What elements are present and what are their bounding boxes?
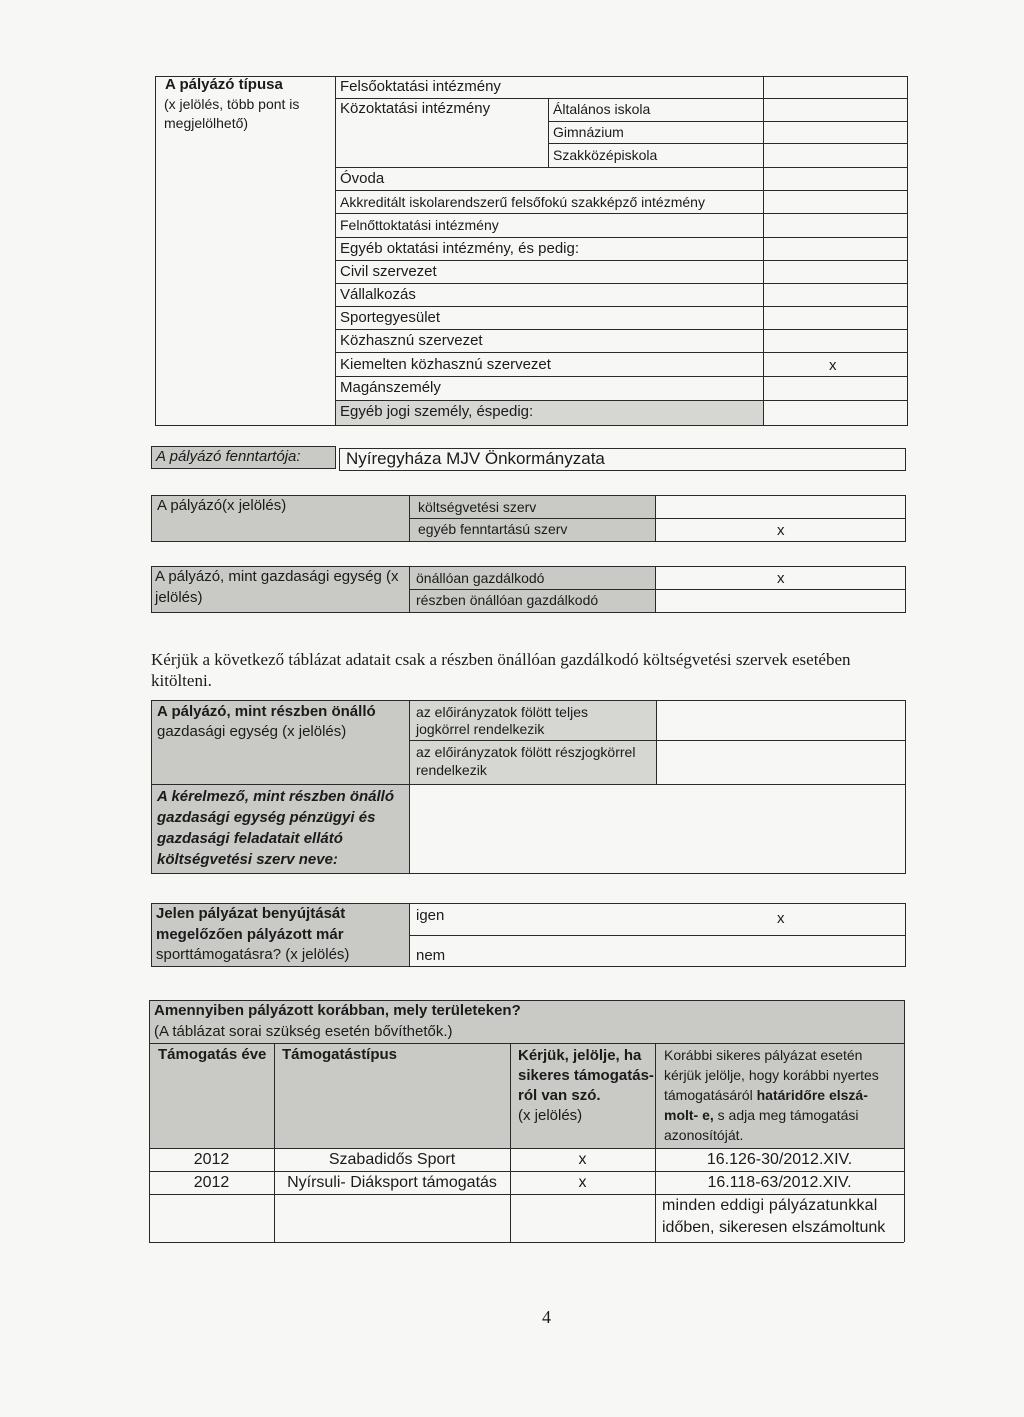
option-prominent-public-benefit: Kiemelten közhasznú szervezet xyxy=(340,356,551,373)
option-no: nem xyxy=(416,947,446,964)
maintainer-value: Nyíregyháza MJV Önkormányzata xyxy=(346,449,605,468)
option-enterprise: Vállalkozás xyxy=(340,286,416,303)
option-elementary: Általános iskola xyxy=(553,101,651,117)
row-2-mark: x xyxy=(578,1174,587,1191)
option-partially-independent: részben önállóan gazdálkodó xyxy=(416,592,599,608)
option-yes: igen xyxy=(416,907,445,924)
applicant-type-hint: (x jelölés, több pont is xyxy=(164,96,300,112)
applicant-kind-label: A pályázó(x jelölés) xyxy=(157,497,287,514)
row-2-id: 16.118-63/2012.XIV. xyxy=(707,1174,852,1191)
header-success-2: sikeres támogatás- xyxy=(518,1067,654,1084)
row-1-id: 16.126-30/2012.XIV. xyxy=(706,1151,853,1168)
option-independent: önállóan gazdálkodó xyxy=(416,570,545,586)
economic-unit-label-2: jelölés) xyxy=(155,589,203,606)
option-vocational: Szakközépiskola xyxy=(553,147,658,163)
applicant-kind-mark: x xyxy=(777,522,785,539)
requester-label-3: gazdasági feladatait ellátó xyxy=(157,830,343,847)
header-success-4: (x jelölés) xyxy=(518,1107,583,1124)
option-adult-ed: Felnőttoktatási intézmény xyxy=(340,217,499,233)
prior-application-mark: x xyxy=(777,910,785,927)
economic-unit-label: A pályázó, mint gazdasági egység (x xyxy=(155,568,399,585)
option-partial-authority-2: rendelkezik xyxy=(416,762,487,778)
header-id-4 xyxy=(664,1107,859,1124)
header-id-4-text: s adja meg támogatási xyxy=(713,1107,859,1123)
option-accredited: Akkreditált iskolarendszerű felsőfokú szakképző intézmény xyxy=(340,194,705,210)
header-id-2: kérjük jelölje, hogy korábbi nyertes xyxy=(664,1067,879,1083)
instruction-line-1: Kérjük a következő táblázat adatait csak a részben önállóan gazdálkodó költségvetési szervek esetében xyxy=(151,650,851,669)
header-success-1: Kérjük, jelölje, ha xyxy=(518,1047,642,1064)
instruction-line-2: kitölteni. xyxy=(151,671,212,690)
row-1-mark: x xyxy=(578,1151,587,1168)
history-title: Amennyiben pályázott korábban, mely területeken? xyxy=(154,1002,521,1019)
option-partial-authority: az előirányzatok fölött részjogkörrel xyxy=(416,744,636,760)
header-success-3: ról van szó. xyxy=(518,1087,601,1104)
header-id-5: azonosítóját. xyxy=(664,1127,744,1143)
option-civil: Civil szervezet xyxy=(340,263,437,280)
economic-unit-mark: x xyxy=(777,570,785,587)
partial-unit-label: A pályázó, mint részben önálló xyxy=(157,703,376,720)
requester-label-2: gazdasági egység pénzügyi és xyxy=(157,809,376,826)
applicant-type-hint-2: megjelölhető) xyxy=(164,115,249,131)
header-id-1: Korábbi sikeres pályázat esetén xyxy=(664,1047,863,1063)
option-private-person: Magánszemély xyxy=(340,379,441,396)
header-id-bold-1: határidőre elszá- xyxy=(756,1087,868,1103)
row-1-year: 2012 xyxy=(193,1151,230,1168)
partial-unit-label-2: gazdasági egység (x jelölés) xyxy=(157,723,347,740)
applicant-type-label: A pályázó típusa xyxy=(165,76,283,93)
option-other-maintained: egyéb fenntartású szerv xyxy=(418,521,568,537)
option-public-ed: Közoktatási intézmény xyxy=(340,100,491,117)
header-id-3 xyxy=(664,1087,868,1104)
option-full-authority-2: jogkörrel rendelkezik xyxy=(416,721,545,737)
prior-application-label: Jelen pályázat benyújtását xyxy=(156,905,346,922)
row-3-note-1: minden eddigi pályázatunkkal xyxy=(662,1197,878,1214)
option-full-authority: az előirányzatok fölött teljes xyxy=(416,704,588,720)
header-year: Támogatás éve xyxy=(158,1046,267,1063)
maintainer-label: A pályázó fenntartója: xyxy=(156,448,301,465)
row-1-type: Szabadidős Sport xyxy=(328,1151,456,1168)
prior-application-label-3: sporttámogatásra? (x jelölés) xyxy=(156,946,350,963)
prior-application-label-2: megelőzően pályázott már xyxy=(156,926,344,943)
header-type: Támogatástípus xyxy=(282,1046,398,1063)
option-gymnasium: Gimnázium xyxy=(553,124,624,140)
row-2-year: 2012 xyxy=(193,1174,230,1191)
prominent-check-mark: x xyxy=(829,357,837,374)
option-public-benefit: Közhasznú szervezet xyxy=(340,332,483,349)
header-id-3-text: támogatásáról xyxy=(664,1087,757,1103)
option-other-legal: Egyéb jogi személy, éspedig: xyxy=(340,403,534,420)
option-other-ed: Egyéb oktatási intézmény, és pedig: xyxy=(340,240,580,257)
option-sports-club: Sportegyesület xyxy=(340,309,441,326)
requester-label-1: A kérelmező, mint részben önálló xyxy=(157,788,395,805)
header-id-bold-2: molt- e, xyxy=(664,1107,714,1123)
row-2-type: Nyírsuli- Diáksport támogatás xyxy=(287,1174,497,1191)
page-number: 4 xyxy=(542,1307,551,1327)
row-3-note-2: időben, sikeresen elszámoltunk xyxy=(662,1219,886,1236)
option-budgetary: költségvetési szerv xyxy=(418,499,537,515)
option-higher-ed: Felsőoktatási intézmény xyxy=(340,78,501,95)
option-kindergarten: Óvoda xyxy=(340,170,385,187)
history-subtitle: (A táblázat sorai szükség esetén bővíthetők.) xyxy=(154,1023,453,1040)
requester-label-4: költségvetési szerv neve: xyxy=(157,851,338,868)
